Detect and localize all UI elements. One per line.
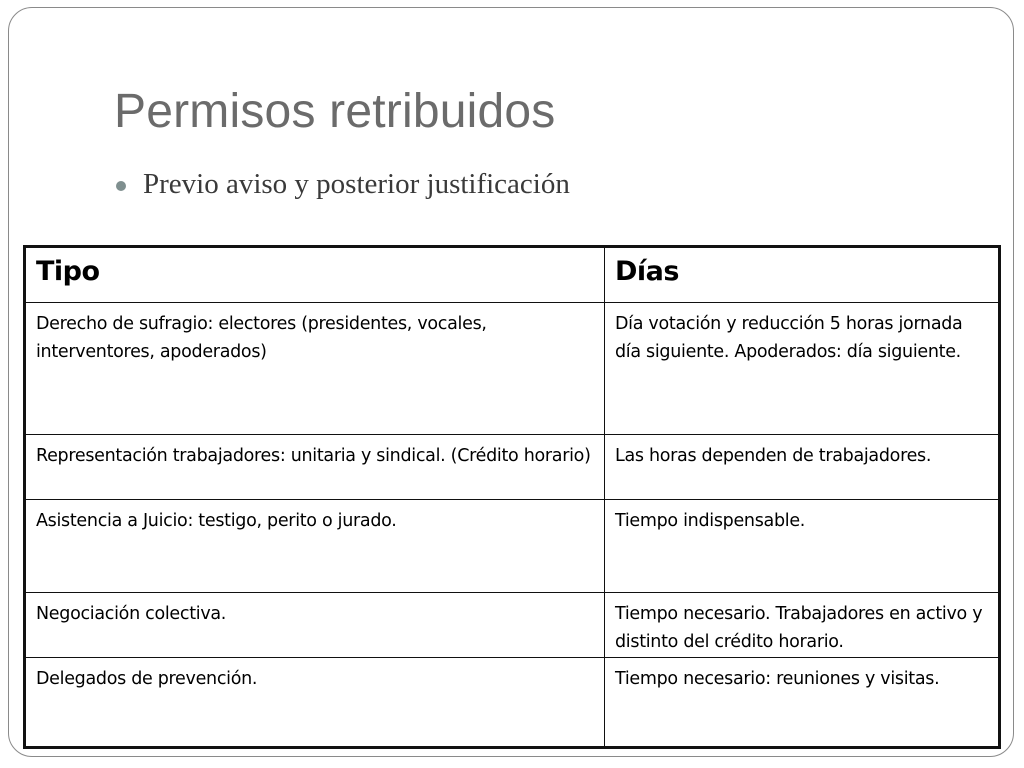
cell-tipo: Delegados de prevención.	[25, 658, 605, 748]
bullet-text: Previo aviso y posterior justificación	[143, 168, 570, 200]
cell-dias: Tiempo necesario: reuniones y visitas.	[605, 658, 1000, 748]
table-row	[25, 500, 1000, 593]
bullet-item	[116, 168, 570, 201]
cell-tipo: Representación trabajadores: unitaria y sindical. (Crédito horario)	[25, 435, 605, 500]
cell-dias: Las horas dependen de trabajadores.	[605, 435, 1000, 500]
table-header-row	[25, 247, 1000, 303]
permisos-table	[23, 245, 1001, 749]
table-row	[25, 303, 1000, 435]
table-row	[25, 593, 1000, 658]
cell-dias: Tiempo indispensable.	[605, 500, 1000, 593]
cell-dias: Día votación y reducción 5 horas jornada día siguiente. Apoderados: día siguiente.	[605, 303, 1000, 435]
bullet-dot-icon	[116, 181, 126, 191]
cell-tipo: Derecho de sufragio: electores (presidentes, vocales, interventores, apoderados)	[25, 303, 605, 435]
cell-tipo: Negociación colectiva.	[25, 593, 605, 658]
slide-title: Permisos retribuidos	[114, 85, 556, 138]
table-row	[25, 435, 1000, 500]
cell-dias: Tiempo necesario. Trabajadores en activo y distinto del crédito horario.	[605, 593, 1000, 658]
cell-tipo: Asistencia a Juicio: testigo, perito o jurado.	[25, 500, 605, 593]
table-row	[25, 658, 1000, 748]
header-dias: Días	[605, 247, 1000, 303]
header-tipo: Tipo	[25, 247, 605, 303]
